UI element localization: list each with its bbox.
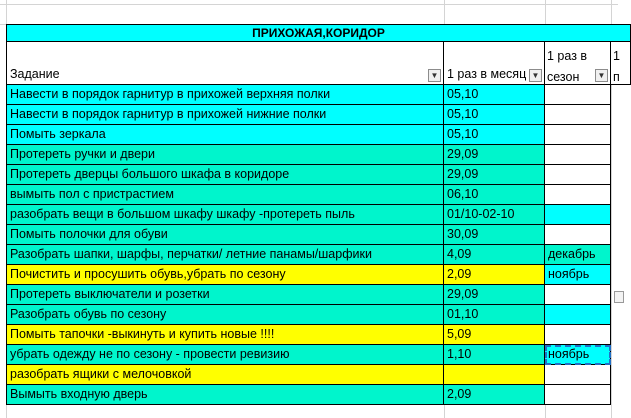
monthly-cell[interactable]: 5,09 — [444, 325, 545, 345]
monthly-cell[interactable]: 2,09 — [444, 385, 545, 405]
season-cell[interactable] — [545, 365, 611, 385]
task-cell[interactable]: убрать одежду не по сезону - провести ревизию — [6, 345, 444, 365]
task-cell[interactable]: Помыть тапочки -выкинуть и купить новые !!!! — [6, 325, 444, 345]
task-cell[interactable]: Вымыть входную дверь — [6, 385, 444, 405]
monthly-cell[interactable]: 05,10 — [444, 85, 545, 105]
monthly-cell[interactable]: 4,09 — [444, 245, 545, 265]
task-cell[interactable]: Протереть дверцы большого шкафа в коридоре — [6, 165, 444, 185]
task-cell[interactable]: Навести в порядок гарнитур в прихожей нижние полки — [6, 105, 444, 125]
monthly-cell[interactable]: 05,10 — [444, 105, 545, 125]
monthly-cell[interactable]: 01/10-02-10 — [444, 205, 545, 225]
monthly-cell[interactable]: 2,09 — [444, 265, 545, 285]
task-cell[interactable]: Протереть выключатели и розетки — [6, 285, 444, 305]
dropdown-arrow-icon[interactable]: ▼ — [529, 69, 542, 82]
season-cell[interactable] — [545, 85, 611, 105]
header-season-label: 1 раз в сезон — [547, 49, 588, 84]
season-cell[interactable]: ноябрь — [545, 265, 611, 285]
header-next-label: 1 п — [613, 49, 620, 84]
season-cell[interactable] — [545, 165, 611, 185]
header-monthly[interactable] — [444, 42, 545, 85]
season-cell[interactable] — [545, 105, 611, 125]
monthly-cell[interactable] — [444, 365, 545, 385]
header-season[interactable] — [545, 42, 611, 85]
monthly-cell[interactable]: 29,09 — [444, 285, 545, 305]
task-cell[interactable]: Протереть ручки и двери — [6, 145, 444, 165]
monthly-cell[interactable]: 30,09 — [444, 225, 545, 245]
season-cell[interactable] — [545, 225, 611, 245]
season-cell[interactable] — [545, 325, 611, 345]
season-cell[interactable] — [545, 125, 611, 145]
monthly-cell[interactable]: 29,09 — [444, 165, 545, 185]
task-cell[interactable]: Помыть полочки для обуви — [6, 225, 444, 245]
task-cell[interactable]: разобрать вещи в большом шкафу шкафу -протереть пыль — [6, 205, 444, 225]
task-cell[interactable]: Почистить и просушить обувь,убрать по сезону — [6, 265, 444, 285]
monthly-cell[interactable]: 01,10 — [444, 305, 545, 325]
season-cell[interactable] — [545, 305, 611, 325]
header-task[interactable] — [6, 42, 444, 85]
header-next[interactable] — [611, 42, 631, 85]
task-cell[interactable]: Разобрать обувь по сезону — [6, 305, 444, 325]
season-cell[interactable]: декабрь — [545, 245, 611, 265]
paste-options-icon[interactable] — [614, 291, 624, 303]
monthly-cell[interactable]: 06,10 — [444, 185, 545, 205]
task-cell[interactable]: Помыть зеркала — [6, 125, 444, 145]
monthly-cell[interactable]: 29,09 — [444, 145, 545, 165]
monthly-cell[interactable]: 1,10 — [444, 345, 545, 365]
season-cell-copy-selected[interactable]: ноябрь — [545, 345, 611, 365]
season-cell[interactable] — [545, 145, 611, 165]
filter-active-icon[interactable]: ▼ — [428, 69, 441, 82]
sheet-title[interactable]: ПРИХОЖАЯ,КОРИДОР — [6, 24, 631, 42]
season-cell[interactable] — [545, 185, 611, 205]
task-cell[interactable]: Разобрать шапки, шарфы, перчатки/ летние панамы/шарфики — [6, 245, 444, 265]
dropdown-arrow-icon[interactable]: ▼ — [595, 69, 608, 82]
season-cell[interactable] — [545, 285, 611, 305]
season-cell[interactable] — [545, 205, 611, 225]
header-monthly-label: 1 раз в месяц — [447, 67, 527, 81]
season-cell[interactable] — [545, 385, 611, 405]
header-task-label: Задание — [10, 67, 60, 81]
monthly-cell[interactable]: 05,10 — [444, 125, 545, 145]
task-cell[interactable]: вымыть пол с пристрастием — [6, 185, 444, 205]
task-cell[interactable]: разобрать ящики с мелочовкой — [6, 365, 444, 385]
task-cell[interactable]: Навести в порядок гарнитур в прихожей верхняя полки — [6, 85, 444, 105]
